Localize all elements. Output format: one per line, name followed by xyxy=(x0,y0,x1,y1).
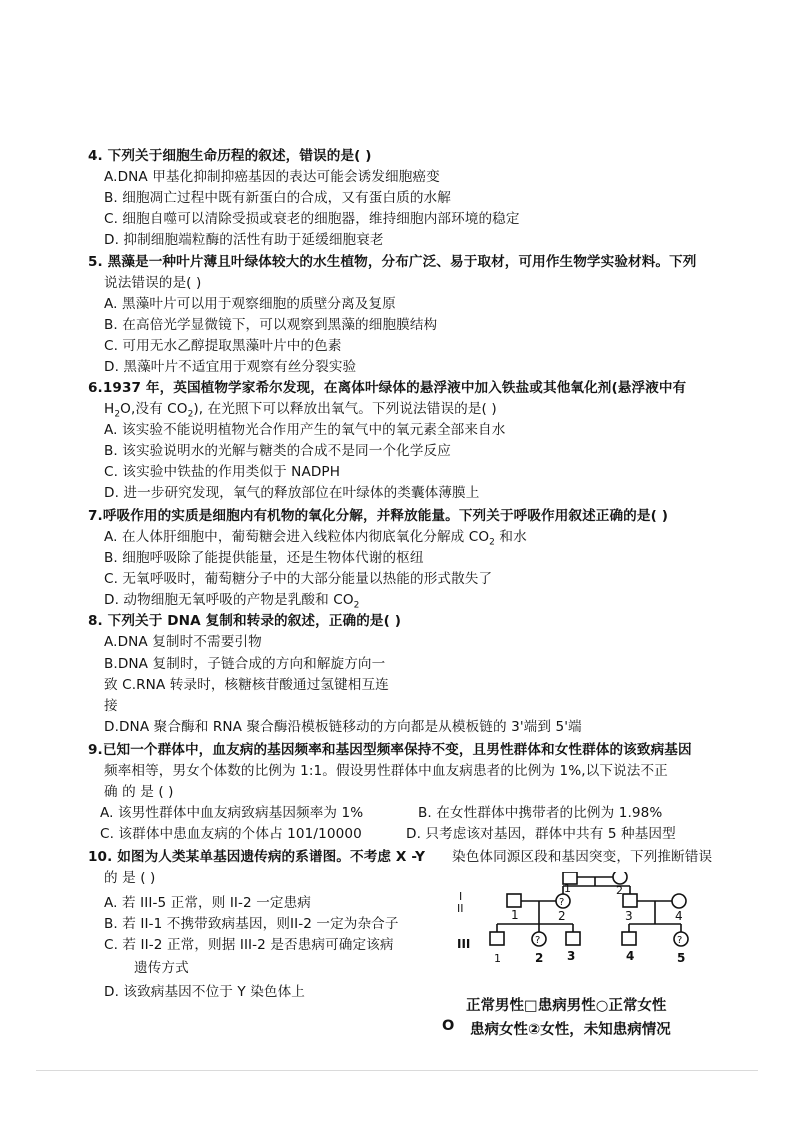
q5-option-b: B. 在高倍光学显微镜下，可以观察到黑藻的细胞膜结构 xyxy=(104,317,438,333)
q8-option-b-line-2: 致 C.RNA 转录时，核糖核苷酸通过氢键相互连 xyxy=(104,677,389,693)
pedigree-legend-mark: O xyxy=(442,1018,455,1034)
q5-stem-line-1: 5. 黑藻是一种叶片薄且叶绿体较大的水生植物，分布广泛、易于取材，可用作生物学实验材料。下列 xyxy=(88,254,697,270)
label-iii2: 2 xyxy=(535,951,544,965)
generation-label-ii: II xyxy=(457,902,464,915)
q4-option-b: B. 细胞凋亡过程中既有新蛋白的合成，又有蛋白质的水解 xyxy=(104,190,451,206)
q9-stem-line-2: 频率相等，男女个体数的比例为 1:1。假设男性群体中血友病患者的比例为 1%,以下说法不正 xyxy=(104,763,668,779)
q5-option-d: D. 黑藻叶片不适宜用于观察有丝分裂实验 xyxy=(104,359,357,375)
q8-stem: 8. 下列关于 DNA 复制和转录的叙述，正确的是( ) xyxy=(88,613,402,629)
q10-option-c-line-2: 遗传方式 xyxy=(134,960,189,976)
q9-stem-line-3: 确 的 是 ( ) xyxy=(104,784,174,800)
ii2-unknown-mark: ? xyxy=(559,897,565,908)
q10-option-d: D. 该致病基因不位于 Y 染色体上 xyxy=(104,984,305,1000)
q8-option-d: D.DNA 聚合酶和 RNA 聚合酶沿模板链移动的方向都是从模板链的 3'端到 5'端 xyxy=(104,719,582,735)
q10-option-a: A. 若 III-5 正常，则 II-2 一定患病 xyxy=(104,895,311,911)
q10-option-b: B. 若 II-1 不携带致病基因，则II-2 一定为杂合子 xyxy=(104,916,399,932)
label-iii1: 1 xyxy=(494,952,501,965)
label-i2: 2 xyxy=(616,884,623,897)
q6-option-b: B. 该实验说明水的光解与糖类的合成不是同一个化学反应 xyxy=(104,443,451,459)
label-ii2: 2 xyxy=(558,909,566,923)
q9-option-a: A. 该男性群体中血友病致病基因频率为 1% xyxy=(100,805,364,821)
q7-option-b: B. 细胞呼吸除了能提供能量，还是生物体代谢的枢纽 xyxy=(104,550,424,566)
label-ii3: 3 xyxy=(625,909,633,923)
q10-option-c-line-1: C. 若 II-2 正常，则据 III-2 是否患病可确定该病 xyxy=(104,937,394,953)
q8-option-b-line-1: B.DNA 复制时，子链合成的方向和解旋方向一 xyxy=(104,656,386,672)
q7-option-a: A. 在人体肝细胞中，葡萄糖会进入线粒体内彻底氧化分解成 $CO_2$ 和水 xyxy=(104,529,527,548)
iii4-normal-male xyxy=(622,932,636,945)
ii1-normal-male xyxy=(507,894,521,907)
iii3-normal-male xyxy=(566,932,580,945)
q5-option-a: A. 黑藻叶片可以用于观察细胞的质壁分离及复原 xyxy=(104,296,396,312)
q4-option-d: D. 抑制细胞端粒酶的活性有助于延缓细胞衰老 xyxy=(104,232,384,248)
pedigree-chart xyxy=(455,872,725,982)
q10-stem-line-2: 的 是 ( ) xyxy=(104,870,156,886)
q6-stem-line-2: $H_2O$,没有 $CO_2$), 在光照下可以释放出氧气。下列说法错误的是( ) xyxy=(104,401,497,420)
q8-option-b-line-3: 接 xyxy=(104,698,118,714)
label-ii4: 4 xyxy=(675,909,683,923)
q4-stem: 4. 下列关于细胞生命历程的叙述，错误的是( ) xyxy=(88,148,372,164)
q7-stem: 7.呼吸作用的实质是细胞内有机物的氧化分解，并释放能量。下列关于呼吸作用叙述正确的是( ) xyxy=(88,508,669,524)
q6-option-c: C. 该实验中铁盐的作用类似于 NADPH xyxy=(104,464,341,480)
q7-option-d: D. 动物细胞无氧呼吸的产物是乳酸和 $CO_2$ xyxy=(104,592,360,611)
pedigree-legend-line-2: 患病女性②女性，未知患病情况 xyxy=(470,1022,671,1038)
q10-stem-line-1b: 染色体同源区段和基因突变，下列推断错误 xyxy=(452,849,713,865)
iii5-unknown-mark: ? xyxy=(677,935,683,946)
q4-option-c: C. 细胞自噬可以清除受损或衰老的细胞器，维持细胞内部环境的稳定 xyxy=(104,211,520,227)
q6-option-a: A. 该实验不能说明植物光合作用产生的氧气中的氧元素全部来自水 xyxy=(104,422,506,438)
q5-stem-line-2: 说法错误的是( ) xyxy=(104,275,202,291)
q10-stem-line-1a: 10. 如图为人类某单基因遗传病的系谱图。不考虑 X -Y xyxy=(88,849,426,865)
ii4-normal-female xyxy=(672,894,686,908)
label-i1: 1 xyxy=(564,882,571,895)
ii3-normal-male xyxy=(623,894,637,907)
generation-label-i: I xyxy=(459,890,463,903)
q6-stem-line-1: 6.1937 年，英国植物学家希尔发现，在离体叶绿体的悬浮液中加入铁盐或其他氧化剂(悬浮液中有 xyxy=(88,380,687,396)
i2-normal-female xyxy=(613,872,627,884)
q9-stem-line-1: 9.已知一个群体中，血友病的基因频率和基因型频率保持不变，且男性群体和女性群体的该致病基因 xyxy=(88,742,692,758)
q9-option-c: C. 该群体中患血友病的个体占 101/10000 xyxy=(100,826,362,842)
q7-option-c: C. 无氧呼吸时，葡萄糖分子中的大部分能量以热能的形式散失了 xyxy=(104,571,493,587)
generation-label-iii: III xyxy=(457,937,471,951)
q5-option-c: C. 可用无水乙醇提取黑藻叶片中的色素 xyxy=(104,338,342,354)
q9-option-b: B. 在女性群体中携带者的比例为 1.98% xyxy=(418,805,663,821)
pedigree-legend-line-1: 正常男性□患病男性○正常女性 xyxy=(466,998,667,1014)
label-ii1: 1 xyxy=(511,908,519,922)
q8-option-a: A.DNA 复制时不需要引物 xyxy=(104,634,262,650)
label-iii3: 3 xyxy=(567,949,576,963)
q9-option-d: D. 只考虑该对基因，群体中共有 5 种基因型 xyxy=(406,826,676,842)
iii2-unknown-mark: ? xyxy=(535,935,541,946)
label-iii5: 5 xyxy=(677,951,686,965)
q4-option-a: A.DNA 甲基化抑制抑癌基因的表达可能会诱发细胞癌变 xyxy=(104,169,440,185)
q6-option-d: D. 进一步研究发现，氧气的释放部位在叶绿体的类囊体薄膜上 xyxy=(104,485,480,501)
iii1-normal-male xyxy=(490,932,504,945)
label-iii4: 4 xyxy=(626,949,635,963)
footer-divider xyxy=(36,1070,758,1071)
